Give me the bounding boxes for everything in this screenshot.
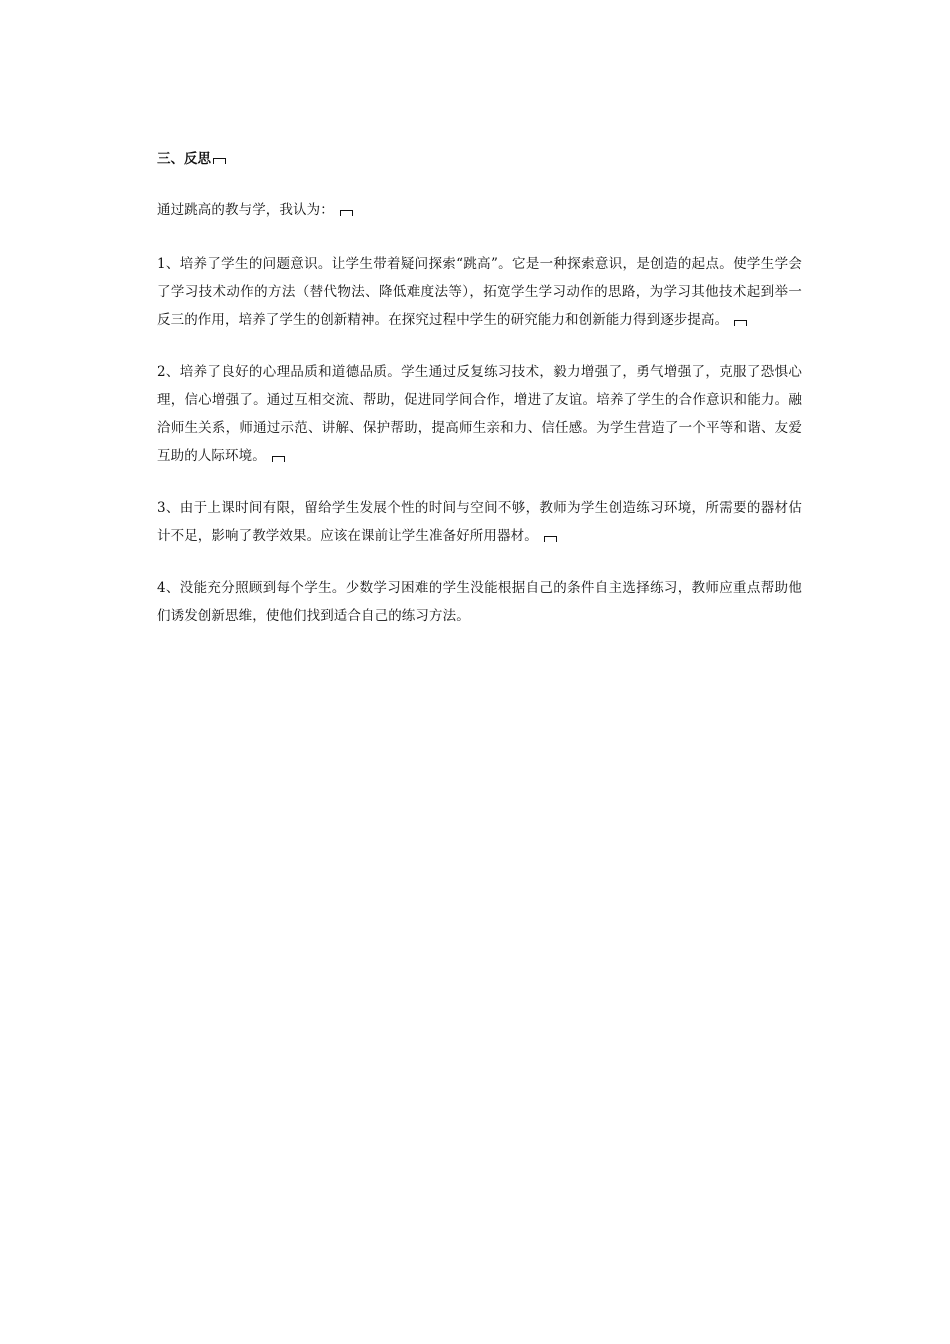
section-heading (157, 146, 802, 172)
reflection-item-4 (157, 574, 802, 630)
document-page (157, 146, 802, 654)
reflection-item-2-text: 2、培养了良好的心理品质和道德品质。学生通过反复练习技术，毅力增强了，勇气增强了，克服了恐惧心理，信心增强了。通过互相交流、帮助，促进同学间合作，增进了友谊。培养了学生的合作意识和能力。融洽师生关系，师通过示范、讲解、保护帮助，提高师生亲和力、信任感。为学生营造了一个平等和谐、友爱互助的人际环境。 (157, 364, 802, 464)
intro-paragraph (157, 196, 802, 224)
paragraph-mark-icon (544, 536, 557, 542)
reflection-item-1 (157, 250, 802, 334)
intro-text: 通过跳高的教与学，我认为： (157, 202, 334, 218)
section-heading-text: 三、反思 (157, 151, 211, 167)
paragraph-mark-icon (213, 158, 226, 164)
reflection-item-3-text: 3、由于上课时间有限，留给学生发展个性的时间与空间不够，教师为学生创造练习环境，所需要的器材估计不足，影响了教学效果。应该在课前让学生准备好所用器材。 (157, 500, 802, 544)
reflection-item-3 (157, 494, 802, 550)
reflection-item-4-text: 4、没能充分照顾到每个学生。少数学习困难的学生没能根据自己的条件自主选择练习，教师应重点帮助他们诱发创新思维，使他们找到适合自己的练习方法。 (157, 580, 802, 624)
paragraph-mark-icon (272, 456, 285, 462)
paragraph-mark-icon (340, 210, 353, 216)
paragraph-mark-icon (734, 320, 747, 326)
reflection-item-1-text: 1、培养了学生的问题意识。让学生带着疑问探索“跳高”。它是一种探索意识，是创造的起点。使学生学会了学习技术动作的方法（替代物法、降低难度法等），拓宽学生学习动作的思路，为学习其他技术起到举一反三的作用，培养了学生的创新精神。在探究过程中学生的研究能力和创新能力得到逐步提高。 (157, 256, 802, 328)
reflection-item-2 (157, 358, 802, 470)
